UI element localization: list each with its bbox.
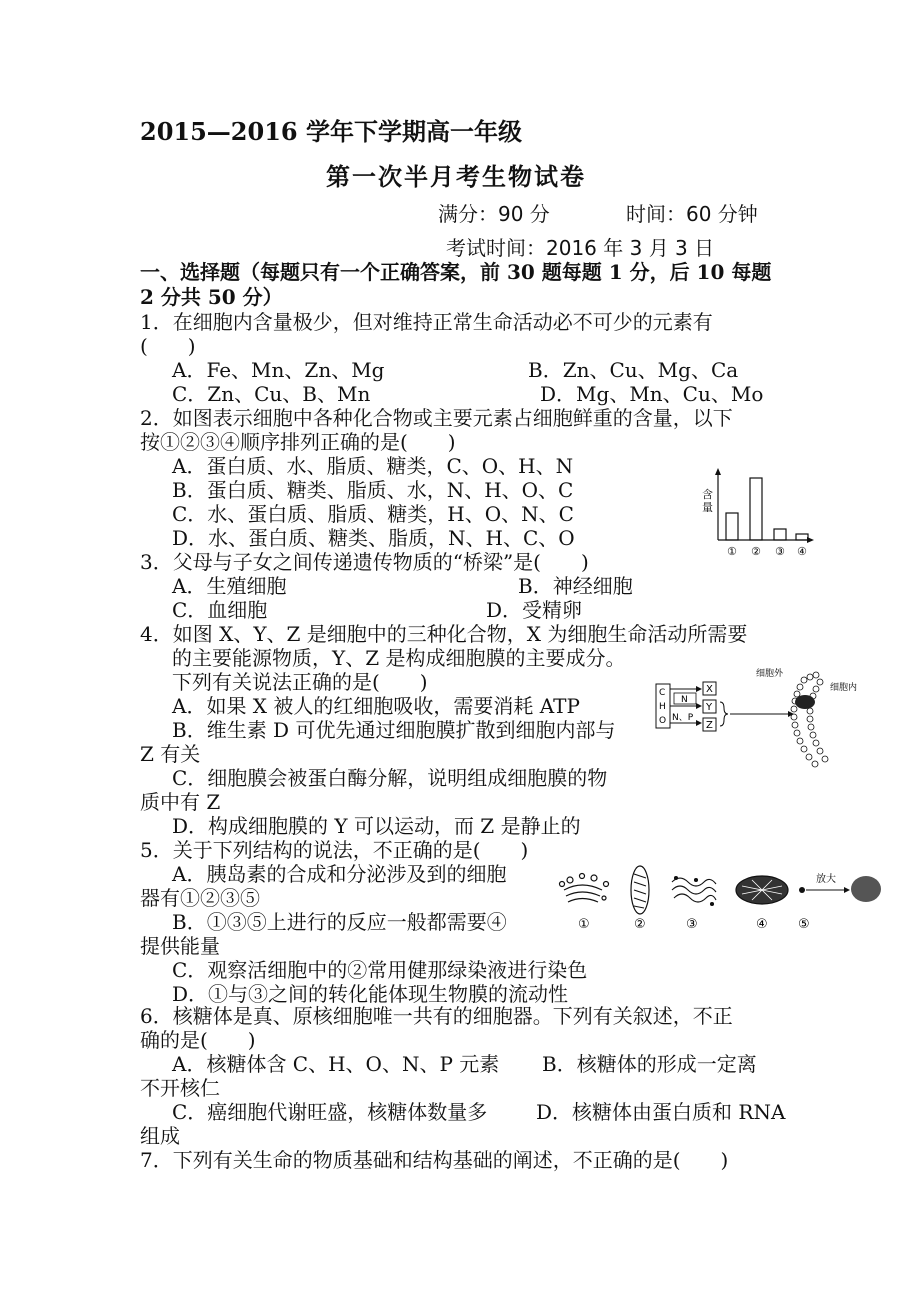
q5-fig-zoom-arrowhead	[844, 887, 850, 893]
q5-fig-ribosome-large	[851, 876, 881, 902]
q6-option-b-line1: B．核糖体的形成一定离	[542, 1052, 757, 1076]
q4-option-b-line2: Z 有关	[140, 742, 201, 766]
q5-organelles-figure	[556, 862, 886, 936]
q4-fig-brace	[720, 702, 728, 726]
q2-fig-bar-4	[796, 534, 808, 540]
q6-stem-line1: 6．核糖体是真、原核细胞唯一共有的细胞器。下列有关叙述，不正	[140, 1004, 733, 1028]
q3-option-c: C．血细胞	[172, 598, 268, 622]
q4-membrane-figure	[654, 664, 884, 776]
q4-option-b-line1: B．维生素 D 可优先通过细胞膜扩散到细胞内部与	[172, 718, 616, 742]
q4-fig-arrowhead-y	[696, 703, 702, 709]
q2-option-c: C．水、蛋白质、脂质、糖类，H、O、N、C	[172, 502, 574, 526]
q4-fig-element-o: O	[659, 716, 667, 726]
q5-stem: 5．关于下列结构的说法，不正确的是( )	[140, 838, 529, 862]
q7-stem: 7．下列有关生命的物质基础和结构基础的阐述，不正确的是( )	[140, 1148, 729, 1172]
q6-option-c: C．癌细胞代谢旺盛，核糖体数量多	[172, 1100, 488, 1124]
q4-stem-line1: 4．如图 X、Y、Z 是细胞中的三种化合物，X 为细胞生命活动所需要	[140, 622, 748, 646]
q2-fig-label-2: ②	[751, 545, 761, 558]
q3-option-d: D．受精卵	[486, 598, 583, 622]
q5-option-c: C．观察活细胞中的②常用健那绿染液进行染色	[172, 958, 588, 982]
q2-fig-label-4: ④	[797, 545, 807, 558]
q2-fig-bar-1	[726, 513, 738, 540]
section-heading-line1: 一、选择题（每题只有一个正确答案，前 30 题每题 1 分，后 10 每题	[140, 260, 772, 284]
q1-option-c: C．Zn、Cu、B、Mn	[172, 382, 371, 406]
q4-fig-membrane-protein	[795, 695, 815, 709]
q5-option-b-line2: 提供能量	[140, 934, 220, 958]
q4-fig-element-c: C	[659, 688, 666, 698]
q4-fig-inside-label: 细胞内	[830, 683, 858, 693]
q2-fig-ylabel-char2: 量	[702, 501, 713, 514]
exam-date: 考试时间：2016 年 3 月 3 日	[446, 236, 715, 260]
q2-fig-label-1: ①	[727, 545, 737, 558]
q5-option-a-line1: A．胰岛素的合成和分泌涉及到的细胞	[172, 862, 507, 886]
q4-fig-x: X	[706, 684, 713, 695]
title-line2: 第一次半月考生物试卷	[326, 162, 586, 191]
section-heading-line2: 2 分共 50 分）	[140, 285, 283, 309]
q5-fig-er	[672, 877, 716, 906]
q4-option-d: D．构成细胞膜的 Y 可以运动，而 Z 是静止的	[172, 814, 581, 838]
q4-stem-line3: 下列有关说法正确的是( )	[172, 670, 428, 694]
q1-option-a: A．Fe、Mn、Zn、Mg	[172, 358, 385, 382]
q2-stem-line1: 2．如图表示细胞中各种化合物或主要元素占细胞鲜重的含量，以下	[140, 406, 733, 430]
q2-fig-ylabel-char1: 含	[702, 488, 713, 501]
q4-stem-line2: 的主要能源物质，Y、Z 是构成细胞膜的主要成分。	[172, 646, 626, 670]
q4-option-c-line1: C．细胞膜会被蛋白酶分解，说明组成细胞膜的物	[172, 766, 608, 790]
q3-option-b: B．神经细胞	[518, 574, 633, 598]
q1-option-d: D．Mg、Mn、Cu、Mo	[540, 382, 764, 406]
title-line1: 2015—2016 学年下学期高一年级	[140, 117, 522, 146]
q5-fig-chloroplast	[736, 876, 788, 904]
q5-option-a-line2: 器有①②③⑤	[140, 886, 260, 910]
q2-fig-bar-2	[750, 478, 762, 540]
q4-fig-np: N、P	[672, 713, 694, 723]
q1-stem-line2: ( )	[140, 334, 196, 358]
q5-option-d: D．①与③之间的转化能体现生物膜的流动性	[172, 982, 569, 1006]
q4-fig-outside-label: 细胞外	[756, 669, 784, 679]
q6-option-d-line1: D．核糖体由蛋白质和 RNA	[536, 1100, 786, 1124]
q4-fig-arrowhead-x	[696, 686, 702, 692]
q5-fig-label-1: ①	[578, 917, 590, 932]
q5-fig-golgi	[560, 874, 609, 903]
q5-fig-mitochondrion	[631, 866, 649, 914]
q2-option-b: B．蛋白质、糖类、脂质、水，N、H、O、C	[172, 478, 574, 502]
q2-option-a: A．蛋白质、水、脂质、糖类，C、O、H、N	[172, 454, 574, 478]
q5-fig-zoom-label: 放大	[816, 874, 836, 885]
q4-fig-arrowhead-z	[696, 720, 702, 726]
q3-option-a: A．生殖细胞	[172, 574, 287, 598]
q6-stem-line2: 确的是( )	[140, 1028, 256, 1052]
q1-stem-line1: 1．在细胞内含量极少，但对维持正常生命活动必不可少的元素有	[140, 310, 713, 334]
q3-stem: 3．父母与子女之间传递遗传物质的“桥梁”是( )	[140, 550, 589, 574]
q4-fig-bilayer	[791, 672, 828, 767]
q2-stem-line2: 按①②③④顺序排列正确的是( )	[140, 430, 456, 454]
q5-fig-ribosome-small	[799, 887, 805, 893]
q5-fig-label-3: ③	[686, 917, 698, 932]
q5-option-b-line1: B．①③⑤上进行的反应一般都需要④	[172, 910, 507, 934]
q5-fig-label-5: ⑤	[798, 917, 810, 932]
q5-fig-label-4: ④	[756, 917, 768, 932]
q6-option-b-line2: 不开核仁	[140, 1076, 220, 1100]
q4-fig-y: Y	[706, 702, 713, 713]
q4-fig-z: Z	[706, 720, 713, 731]
duration: 时间：60 分钟	[626, 202, 758, 226]
q6-option-d-line2: 组成	[140, 1124, 180, 1148]
q2-option-d: D．水、蛋白质、糖类、脂质，N、H、C、O	[172, 526, 575, 550]
q1-option-b: B．Zn、Cu、Mg、Ca	[528, 358, 739, 382]
q2-fig-y-arrow	[715, 468, 721, 475]
q4-fig-n: N	[681, 695, 688, 705]
q5-fig-label-2: ②	[634, 917, 646, 932]
q4-option-a: A．如果 X 被人的红细胞吸收，需要消耗 ATP	[172, 694, 580, 718]
q2-fig-label-3: ③	[775, 545, 785, 558]
q6-option-a: A．核糖体含 C、H、O、N、P 元素	[172, 1052, 500, 1076]
q2-content-bar-figure	[696, 466, 816, 560]
q2-fig-bar-3	[774, 529, 786, 540]
q4-option-c-line2: 质中有 Z	[140, 790, 221, 814]
full-score: 满分：90 分	[438, 202, 550, 226]
q4-fig-element-h: H	[659, 702, 666, 712]
